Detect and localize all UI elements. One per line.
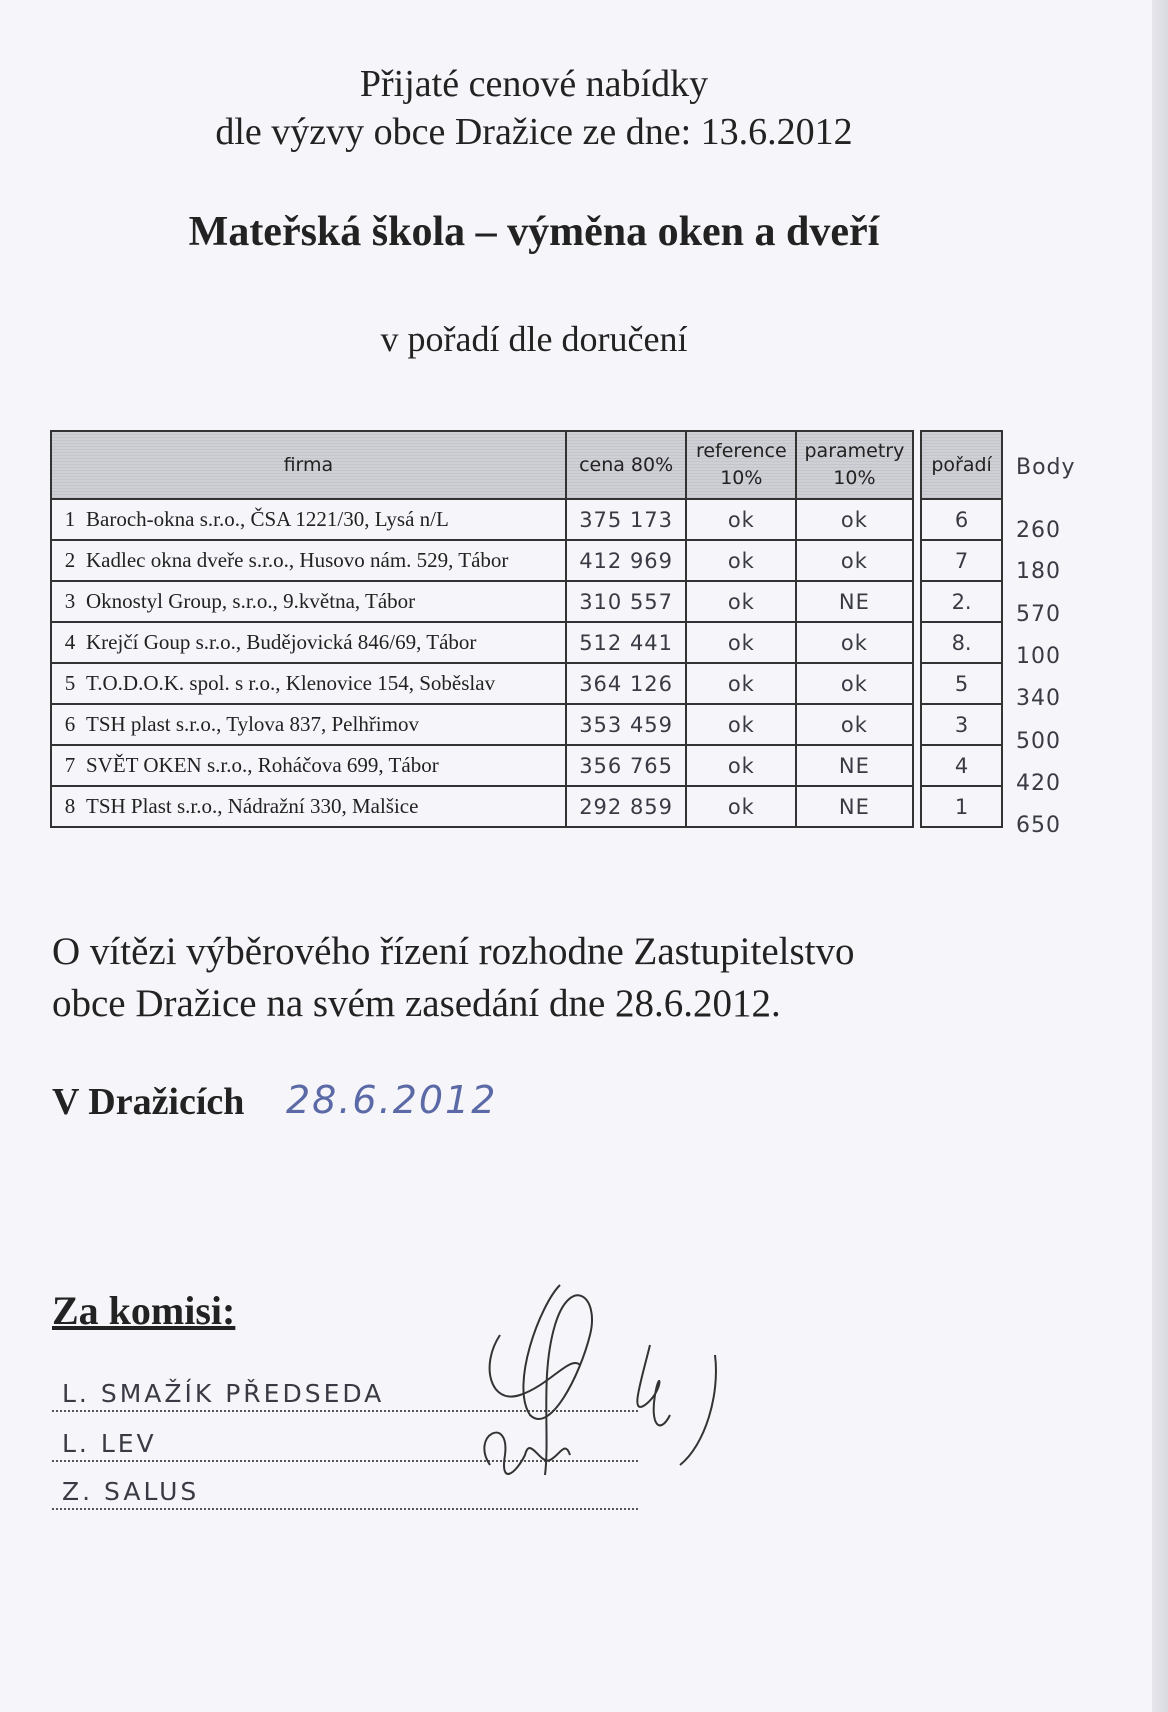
parameters-cell: ok bbox=[796, 663, 912, 704]
column-header-parameters-line1: parametry bbox=[804, 440, 905, 462]
parameters-cell: NE bbox=[796, 745, 912, 786]
rank-cell: 5 bbox=[921, 663, 1002, 704]
table-row bbox=[51, 499, 1002, 540]
row-number: 7 bbox=[64, 753, 76, 777]
place-label: V Dražicích bbox=[52, 1081, 245, 1123]
row-number: 4 bbox=[64, 630, 76, 654]
rank-cell: 8. bbox=[921, 622, 1002, 663]
points-header: Body bbox=[1016, 455, 1076, 480]
firm-cell bbox=[51, 745, 566, 786]
price-cell: 356 765 bbox=[566, 745, 687, 786]
rank-cell: 7 bbox=[921, 540, 1002, 581]
rank-cell: 3 bbox=[921, 704, 1002, 745]
firm-name: Kadlec okna dveře s.r.o., Husovo nám. 529, Tábor bbox=[86, 548, 509, 572]
firm-cell bbox=[51, 663, 566, 704]
firm-cell bbox=[51, 499, 566, 540]
column-header-rank: pořadí bbox=[921, 431, 1002, 499]
reference-cell: ok bbox=[686, 622, 796, 663]
firm-name: Baroch-okna s.r.o., ČSA 1221/30, Lysá n/L bbox=[86, 507, 449, 531]
document-subtitle: v pořadí dle doručení bbox=[380, 319, 688, 359]
member-name: L. LEV bbox=[62, 1429, 157, 1458]
member-name: L. SMAŽÍK PŘEDSEDA bbox=[62, 1379, 385, 1408]
firm-name: Krejčí Goup s.r.o., Budějovická 846/69, Tábor bbox=[86, 630, 477, 654]
points-value: 570 bbox=[1016, 602, 1061, 627]
row-number: 5 bbox=[64, 671, 76, 695]
reference-cell: ok bbox=[686, 581, 796, 622]
decision-statement-line1: O vítězi výběrového řízení rozhodne Zastupitelstvo bbox=[52, 930, 855, 973]
points-value: 260 bbox=[1016, 518, 1061, 543]
table-row bbox=[51, 663, 1002, 704]
parameters-cell: ok bbox=[796, 499, 912, 540]
table-header-row bbox=[51, 431, 1002, 499]
price-cell: 353 459 bbox=[566, 704, 687, 745]
column-header-parameters-line2: 10% bbox=[833, 467, 876, 489]
points-value: 100 bbox=[1016, 644, 1061, 669]
reference-cell: ok bbox=[686, 786, 796, 827]
table-row bbox=[51, 622, 1002, 663]
member-name: Z. SALUS bbox=[62, 1477, 200, 1506]
price-cell: 292 859 bbox=[566, 786, 687, 827]
column-header-firm: firma bbox=[51, 431, 566, 499]
price-cell: 375 173 bbox=[566, 499, 687, 540]
reference-cell: ok bbox=[686, 499, 796, 540]
row-number: 3 bbox=[64, 589, 76, 613]
firm-cell bbox=[51, 622, 566, 663]
rank-cell: 1 bbox=[921, 786, 1002, 827]
bids-table bbox=[50, 430, 1003, 828]
table-row bbox=[51, 745, 1002, 786]
firm-cell bbox=[51, 540, 566, 581]
header-line-2: dle výzvy obce Dražice ze dne: 13.6.2012 bbox=[215, 111, 853, 153]
parameters-cell: ok bbox=[796, 540, 912, 581]
rank-cell: 4 bbox=[921, 745, 1002, 786]
price-cell: 364 126 bbox=[566, 663, 687, 704]
points-value: 500 bbox=[1016, 729, 1061, 754]
parameters-cell: ok bbox=[796, 704, 912, 745]
decision-statement-line2: obce Dražice na svém zasedání dne 28.6.2012. bbox=[52, 982, 781, 1025]
reference-cell: ok bbox=[686, 745, 796, 786]
reference-cell: ok bbox=[686, 704, 796, 745]
price-cell: 310 557 bbox=[566, 581, 687, 622]
firm-name: SVĚT OKEN s.r.o., Roháčova 699, Tábor bbox=[86, 753, 439, 777]
price-cell: 412 969 bbox=[566, 540, 687, 581]
parameters-cell: NE bbox=[796, 581, 912, 622]
parameters-cell: ok bbox=[796, 622, 912, 663]
column-header-reference-line1: reference bbox=[695, 440, 787, 462]
firm-name: TSH Plast s.r.o., Nádražní 330, Malšice bbox=[86, 794, 419, 818]
price-cell: 512 441 bbox=[566, 622, 687, 663]
points-value: 340 bbox=[1016, 686, 1061, 711]
table-row bbox=[51, 786, 1002, 827]
parameters-cell: NE bbox=[796, 786, 912, 827]
table-row bbox=[51, 581, 1002, 622]
firm-cell bbox=[51, 786, 566, 827]
header-line-1: Přijaté cenové nabídky bbox=[359, 63, 709, 105]
document-title: Mateřská škola – výměna oken a dveří bbox=[188, 209, 880, 255]
column-gap bbox=[913, 431, 922, 499]
row-number: 2 bbox=[64, 548, 76, 572]
row-number: 6 bbox=[64, 712, 76, 736]
row-number: 1 bbox=[64, 507, 76, 531]
table-row bbox=[51, 704, 1002, 745]
points-value: 650 bbox=[1016, 813, 1061, 838]
firm-cell bbox=[51, 581, 566, 622]
column-header-parameters bbox=[796, 431, 912, 499]
reference-cell: ok bbox=[686, 540, 796, 581]
signatures-scribble bbox=[470, 1265, 750, 1525]
firm-cell bbox=[51, 704, 566, 745]
column-header-reference-line2: 10% bbox=[720, 467, 763, 489]
firm-name: T.O.D.O.K. spol. s r.o., Klenovice 154, Soběslav bbox=[86, 671, 496, 695]
row-number: 8 bbox=[64, 794, 76, 818]
reference-cell: ok bbox=[686, 663, 796, 704]
decision-statement bbox=[52, 926, 855, 1030]
rank-cell: 6 bbox=[921, 499, 1002, 540]
column-header-reference bbox=[686, 431, 796, 499]
points-value: 420 bbox=[1016, 771, 1061, 796]
firm-name: Oknostyl Group, s.r.o., 9.května, Tábor bbox=[86, 589, 416, 613]
column-header-price: cena 80% bbox=[566, 431, 687, 499]
rank-cell: 2. bbox=[921, 581, 1002, 622]
points-value: 180 bbox=[1016, 559, 1061, 584]
table-row bbox=[51, 540, 1002, 581]
handwritten-date: 28.6.2012 bbox=[286, 1078, 498, 1122]
page-edge bbox=[1152, 0, 1168, 1712]
firm-name: TSH plast s.r.o., Tylova 837, Pelhřimov bbox=[86, 712, 419, 736]
commission-heading: Za komisi: bbox=[52, 1288, 236, 1333]
